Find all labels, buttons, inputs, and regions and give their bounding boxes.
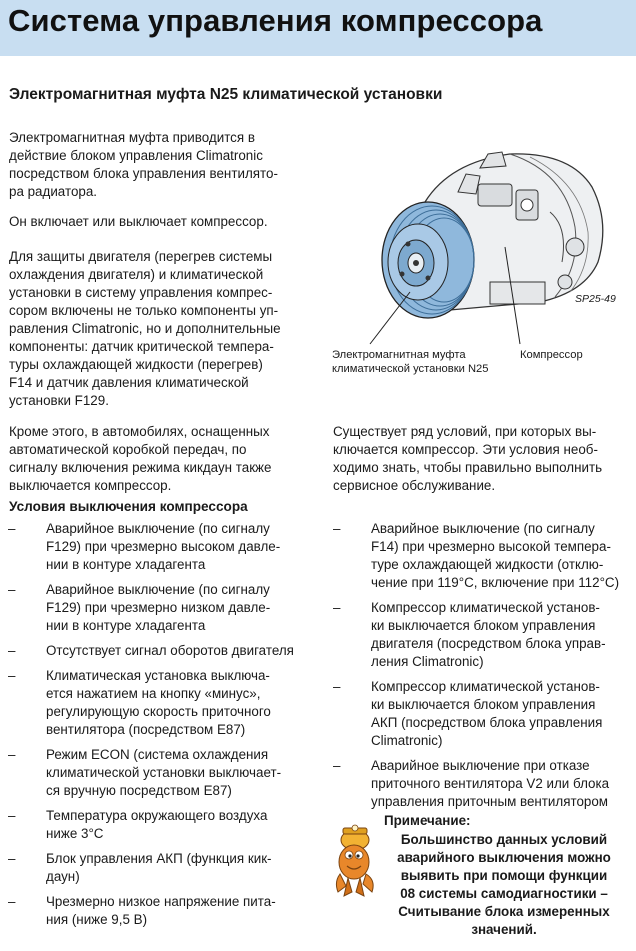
list-item-text: Отсутствует сигнал оборотов двигателя xyxy=(46,643,294,658)
right-paragraph-1: Существует ряд условий, при которых вы- ключается компрессор. Эти условия необ- ходимо знать, чтобы правильно выполнить сервисное обслуживание. xyxy=(333,424,603,493)
list-item xyxy=(8,893,318,936)
left-conditions-list xyxy=(8,520,318,936)
list-item xyxy=(8,850,318,893)
clutch-leader-line xyxy=(370,292,410,344)
list-item xyxy=(8,667,318,746)
list-item-text: Климатическая установка выключа- ется нажатием на кнопку «минус», регулирующую скорость приточного вентилятора (посредством E87) xyxy=(46,668,271,737)
figure-code: SP25-49 xyxy=(575,293,616,305)
mascot-icon xyxy=(330,822,380,898)
list-item xyxy=(8,581,318,642)
dash: – xyxy=(8,521,16,536)
dash: – xyxy=(333,600,341,615)
dash: – xyxy=(333,521,341,536)
list-item-text: Блок управления АКП (функция кик- даун) xyxy=(46,851,272,884)
note-title: Примечание: xyxy=(384,813,471,828)
list-item-text: Аварийное выключение (по сигналу F129) при чрезмерно высоком давле- нии в контуре хладагента xyxy=(46,521,281,572)
dash: – xyxy=(333,758,341,773)
list-item xyxy=(8,807,318,850)
dash: – xyxy=(8,851,16,866)
left-paragraph-3: Для защиты двигателя (перегрев системы охлаждения двигателя) и климатической установки в систему управления компрес- сором включены не только компоненты уп- равления Climatronic, но и дополнительные компоненты: датчик критической темпера- туры охлаждающей жидкости (перегрев) F14 и датчик давления климатической установки F129. xyxy=(9,249,281,408)
list-item-text: Аварийное выключение (по сигналу F14) при чрезмерно высокой темпера- туре охлаждающей жидкости (отклю- чение при 119°C, включение при 112°C) xyxy=(371,521,620,590)
clutch-pulley xyxy=(382,202,474,318)
list-item-text: Компрессор климатической установ- ки выключается блоком управления АКП (посредством блока управления Climatronic) xyxy=(371,679,603,748)
page-header xyxy=(0,0,636,56)
list-item-text: Температура окружающего воздуха ниже 3°C xyxy=(46,808,268,841)
dash: – xyxy=(8,582,16,597)
right-conditions-list xyxy=(333,520,633,818)
dash: – xyxy=(333,679,341,694)
left-paragraph-1: Электромагнитная муфта приводится в действие блоком управления Climatronic посредством блока управления вентилято- ра радиатора. xyxy=(9,130,278,199)
list-item-text: Компрессор климатической установ- ки выключается блоком управления двигателя (посредством блока управ- ления Climatronic) xyxy=(371,600,606,669)
caption-clutch: Электромагнитная муфта климатической установки N25 xyxy=(332,349,489,375)
left-paragraph-2: Он включает или выключает компрессор. xyxy=(9,214,268,229)
list-item xyxy=(333,678,633,757)
caption-compressor: Компрессор xyxy=(520,349,583,361)
section-subtitle: Электромагнитная муфта N25 климатической установки xyxy=(9,86,443,103)
list-item xyxy=(8,746,318,807)
compressor-illustration xyxy=(330,132,630,382)
conditions-heading: Условия выключения компрессора xyxy=(9,499,248,514)
left-paragraph-4: Кроме этого, в автомобилях, оснащенных автоматической коробкой передач, по сигналу включения режима кикдаун также выключается компрессор. xyxy=(9,424,272,493)
list-item xyxy=(333,757,633,818)
dash: – xyxy=(8,894,16,909)
page-title: Система управления компрессора xyxy=(8,3,543,38)
list-item-text: Режим ECON (система охлаждения климатической установки выключает- ся вручную посредством E87) xyxy=(46,747,282,798)
dash: – xyxy=(8,643,16,658)
list-item xyxy=(333,599,633,678)
list-item xyxy=(8,520,318,581)
list-item-text: Чрезмерно низкое напряжение пита- ния (ниже 9,5 В) xyxy=(46,894,276,927)
dash: – xyxy=(8,747,16,762)
note-text: Большинство данных условий аварийного выключения можно выявить при помощи функции 08 системы самодиагностики – Считывание блока измеренных значений. xyxy=(397,832,611,937)
dash: – xyxy=(8,808,16,823)
list-item xyxy=(333,520,633,599)
list-item-text: Аварийное выключение (по сигналу F129) при чрезмерно низком давле- нии в контуре хладагента xyxy=(46,582,271,633)
list-item xyxy=(8,642,318,667)
list-item-text: Аварийное выключение при отказе приточного вентилятора V2 или блока управления приточным вентилятором xyxy=(371,758,610,809)
dash: – xyxy=(8,668,16,683)
